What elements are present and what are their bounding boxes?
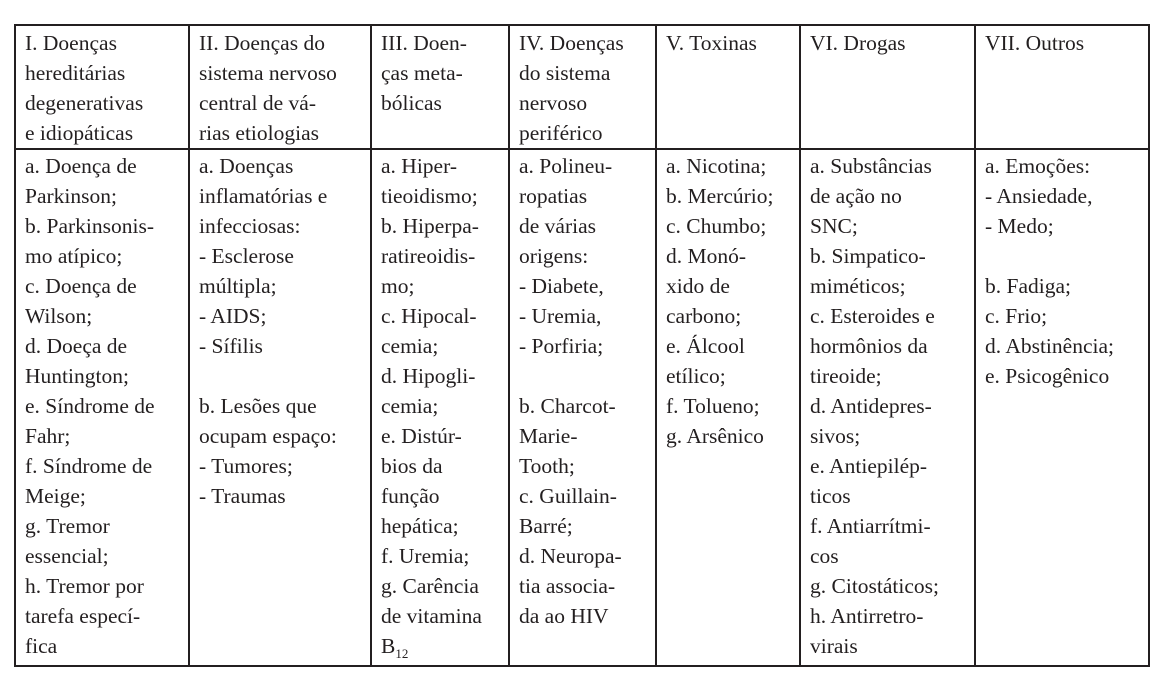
cell-line: tieoidismo; [381,184,478,208]
cell-line [199,361,364,391]
cell-line [519,361,649,391]
cell-line: c. Frio; [985,304,1048,328]
cell-line: - Traumas [199,484,286,508]
cell-line: de ação no [810,184,902,208]
cell-line: e. Distúr- [381,424,462,448]
cell-line: c. Esteroides e [810,304,935,328]
cell-line: f. Uremia; [381,544,470,568]
header-cell [189,25,371,149]
cell-line: - AIDS; [199,304,267,328]
cell-line: cemia; [381,394,439,418]
body-cell [509,149,656,666]
cell-line: g. Arsênico [666,424,764,448]
cell-line: fica [25,634,58,658]
header-cell [656,25,800,149]
cell-line: b. Simpatico- [810,244,926,268]
cell-line: d. Abstinência; [985,334,1114,358]
header-cell [975,25,1149,149]
header-line: bólicas [381,91,442,115]
cell-line: Parkinson; [25,184,117,208]
header-line: IV. Doenças [519,31,624,55]
cell-line: origens: [519,244,589,268]
cell-line: Wilson; [25,304,93,328]
cell-line: tarefa especí- [25,604,141,628]
cell-line: de várias [519,214,597,238]
cell-line: de vitamina [381,604,482,628]
cell-line: e. Antiepilép- [810,454,928,478]
body-cell [371,149,509,666]
header-line: degenerativas [25,91,144,115]
cell-line: b. Parkinsonis- [25,214,154,238]
cell-line: bios da [381,454,443,478]
cell-line: f. Tolueno; [666,394,760,418]
cell-line: g. Tremor [25,514,110,538]
cell-line: ratireoidis- [381,244,476,268]
cell-line: ropatias [519,184,588,208]
cell-line: múltipla; [199,274,277,298]
causes-table [14,24,1150,667]
header-line: central de vá- [199,91,316,115]
header-row [15,25,1149,149]
cell-line: c. Guillain- [519,484,617,508]
header-line: VI. Drogas [810,31,906,55]
body-cell [189,149,371,666]
cell-line: b. Mercúrio; [666,184,774,208]
cell-line: h. Tremor por [25,574,144,598]
cell-line: função [381,484,440,508]
body-cell [656,149,800,666]
header-line: II. Doenças do [199,31,325,55]
cell-line: inflamatórias e [199,184,328,208]
cell-line: d. Neuropa- [519,544,622,568]
cell-line: a. Polineu- [519,154,613,178]
cell-line: etílico; [666,364,726,388]
header-cell [15,25,189,149]
cell-line: a. Doença de [25,154,137,178]
cell-line: Tooth; [519,454,575,478]
cell-line: b. Lesões que [199,394,317,418]
cell-line: c. Chumbo; [666,214,767,238]
cell-line: f. Antiarrítmi- [810,514,931,538]
cell-line: essencial; [25,544,109,568]
header-line: III. Doen- [381,31,467,55]
cell-line: - Uremia, [519,304,602,328]
cell-line: - Sífilis [199,334,263,358]
cell-line: infecciosas: [199,214,301,238]
cell-line: sivos; [810,424,861,448]
header-line: e idiopáticas [25,121,134,145]
cell-line: miméticos; [810,274,906,298]
cell-line: - Tumores; [199,454,293,478]
cell-line: ocupam espaço: [199,424,337,448]
body-row [15,149,1149,666]
body-cell [800,149,975,666]
cell-line: Fahr; [25,424,71,448]
header-line: rias etiologias [199,121,320,145]
cell-line: da ao HIV [519,604,609,628]
cell-line: a. Emoções: [985,154,1091,178]
header-line: periférico [519,121,603,145]
cell-line: d. Antidepres- [810,394,932,418]
cell-line: Barré; [519,514,573,538]
body-cell [15,149,189,666]
cell-line: virais [810,634,858,658]
cell-line: e. Álcool [666,334,745,358]
cell-line: hepática; [381,514,459,538]
cell-line: - Ansiedade, [985,184,1093,208]
cell-line: e. Psicogênico [985,364,1110,388]
header-line: sistema nervoso [199,61,337,85]
cell-line: a. Nicotina; [666,154,767,178]
cell-line: c. Hipocal- [381,304,477,328]
cell-line: tia associa- [519,574,616,598]
header-cell [509,25,656,149]
header-line: hereditárias [25,61,126,85]
cell-line: hormônios da [810,334,928,358]
header-line: nervoso [519,91,588,115]
cell-line: a. Hiper- [381,154,457,178]
body-cell [975,149,1149,666]
cell-line: d. Doeça de [25,334,128,358]
cell-line: e. Síndrome de [25,394,155,418]
cell-line: g. Carência [381,574,479,598]
cell-line: - Porfiria; [519,334,604,358]
cell-line: tireoide; [810,364,882,388]
cell-line: mo atípico; [25,244,123,268]
cell-line: g. Citostáticos; [810,574,939,598]
cell-line: c. Doença de [25,274,137,298]
header-cell [371,25,509,149]
cell-line: - Medo; [985,214,1054,238]
cell-line: mo; [381,274,415,298]
cell-line: b. Charcot- [519,394,616,418]
cell-line: - Esclerose [199,244,294,268]
cell-line: a. Doenças [199,154,294,178]
header-cell [800,25,975,149]
header-line: ças meta- [381,61,463,85]
cell-line [985,241,1142,271]
vitamin-b12: $B_{12}$ [381,634,409,661]
cell-line: carbono; [666,304,742,328]
cell-line: - Diabete, [519,274,604,298]
cell-line: b. Hiperpa- [381,214,479,238]
cell-line: SNC; [810,214,858,238]
cell-line: Huntington; [25,364,129,388]
cell-line: d. Monó- [666,244,747,268]
cell-line: a. Substâncias [810,154,932,178]
header-line: VII. Outros [985,31,1085,55]
header-line: do sistema [519,61,611,85]
cell-line: cos [810,544,839,568]
header-line: V. Toxinas [666,31,757,55]
cell-line: Meige; [25,484,86,508]
header-line: I. Doenças [25,31,117,55]
cell-line: d. Hipogli- [381,364,476,388]
cell-line: ticos [810,484,851,508]
cell-line: h. Antirretro- [810,604,924,628]
cell-line: cemia; [381,334,439,358]
cell-line: xido de [666,274,730,298]
cell-line: b. Fadiga; [985,274,1071,298]
cell-line: f. Síndrome de [25,454,153,478]
cell-line: Marie- [519,424,578,448]
